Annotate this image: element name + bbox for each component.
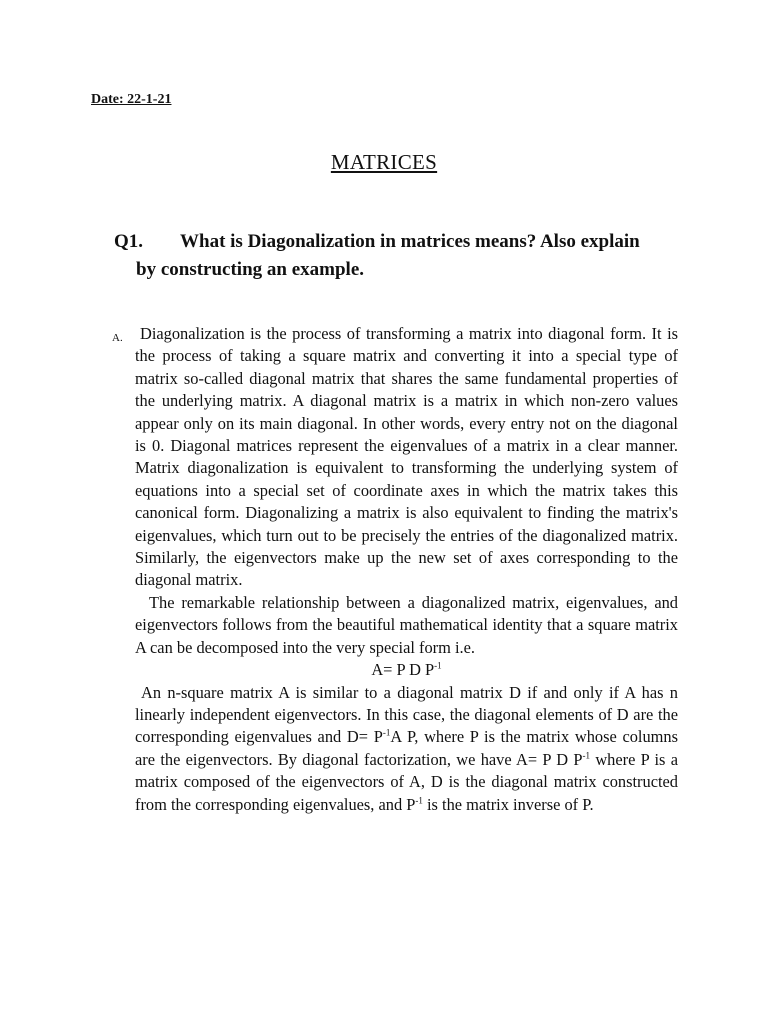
paragraph-3-part-c: where P is a matrix composed of the eigenvectors of A, D is the diagonal matrix constructed from the corresponding eigenvalues, and P	[135, 749, 678, 814]
formula	[135, 659, 678, 681]
formula-base: A= P D P	[371, 660, 435, 680]
paragraph-3-superscript-2: -1	[582, 750, 591, 761]
answer-paragraph-2: The remarkable relationship between a diagonalized matrix, eigenvalues, and eigenvectors follows from the beautiful mathematical identity that a square matrix A can be decomposed into the very special form i.e.	[135, 592, 678, 657]
paragraph-3-superscript-3: -1	[415, 795, 423, 806]
question-number: Q1.	[114, 231, 144, 252]
paragraph-3-part-d: is the matrix inverse of P.	[422, 794, 594, 814]
paragraph-3-part-a: An n-square matrix A is similar to a diagonal matrix D if and only if A has n linearly independent eigenvectors. In this case, the diagonal elements of D are the corresponding eigenvalues and D= P	[135, 682, 678, 747]
document-title: MATRICES	[330, 150, 438, 174]
paragraph-3-part-b: A P, where P is the matrix whose columns are the eigenvectors. By diagonal factorization, we have A= P D P	[135, 727, 679, 769]
document-date: Date: 22-1-21	[91, 92, 172, 107]
answer-marker: A.	[112, 332, 123, 344]
question-heading	[114, 228, 684, 284]
question-text-line2: by constructing an example.	[136, 259, 364, 280]
answer-paragraph-3	[135, 682, 678, 816]
answer-paragraph-1: Diagonalization is the process of transforming a matrix into diagonal form. It is the process of taking a square matrix and converting it into a special type of matrix so-called diagonal matrix that shares the same fundamental properties of the underlying matrix. A diagonal matrix is a matrix in which non-zero values appear only on its main diagonal. In other words, every entry not on the diagonal is 0. Diagonal matrices represent the eigenvalues of a matrix in a clear manner. Matrix diagonalization is equivalent to transforming the underlying system of equations into a special set of coordinate axes in which the matrix takes this canonical form. Diagonalizing a matrix is also equivalent to finding the matrix's eigenvalues, which turn out to be precisely the entries of the diagonalized matrix. Similarly, the eigenvectors make up the new set of axes corresponding to the diagonal matrix.	[135, 324, 678, 590]
question-text-line1: What is Diagonalization in matrices means? Also explain	[180, 231, 640, 252]
paragraph-3-superscript-1: -1	[382, 727, 391, 738]
formula-superscript: -1	[434, 660, 442, 671]
answer-body	[135, 323, 678, 816]
